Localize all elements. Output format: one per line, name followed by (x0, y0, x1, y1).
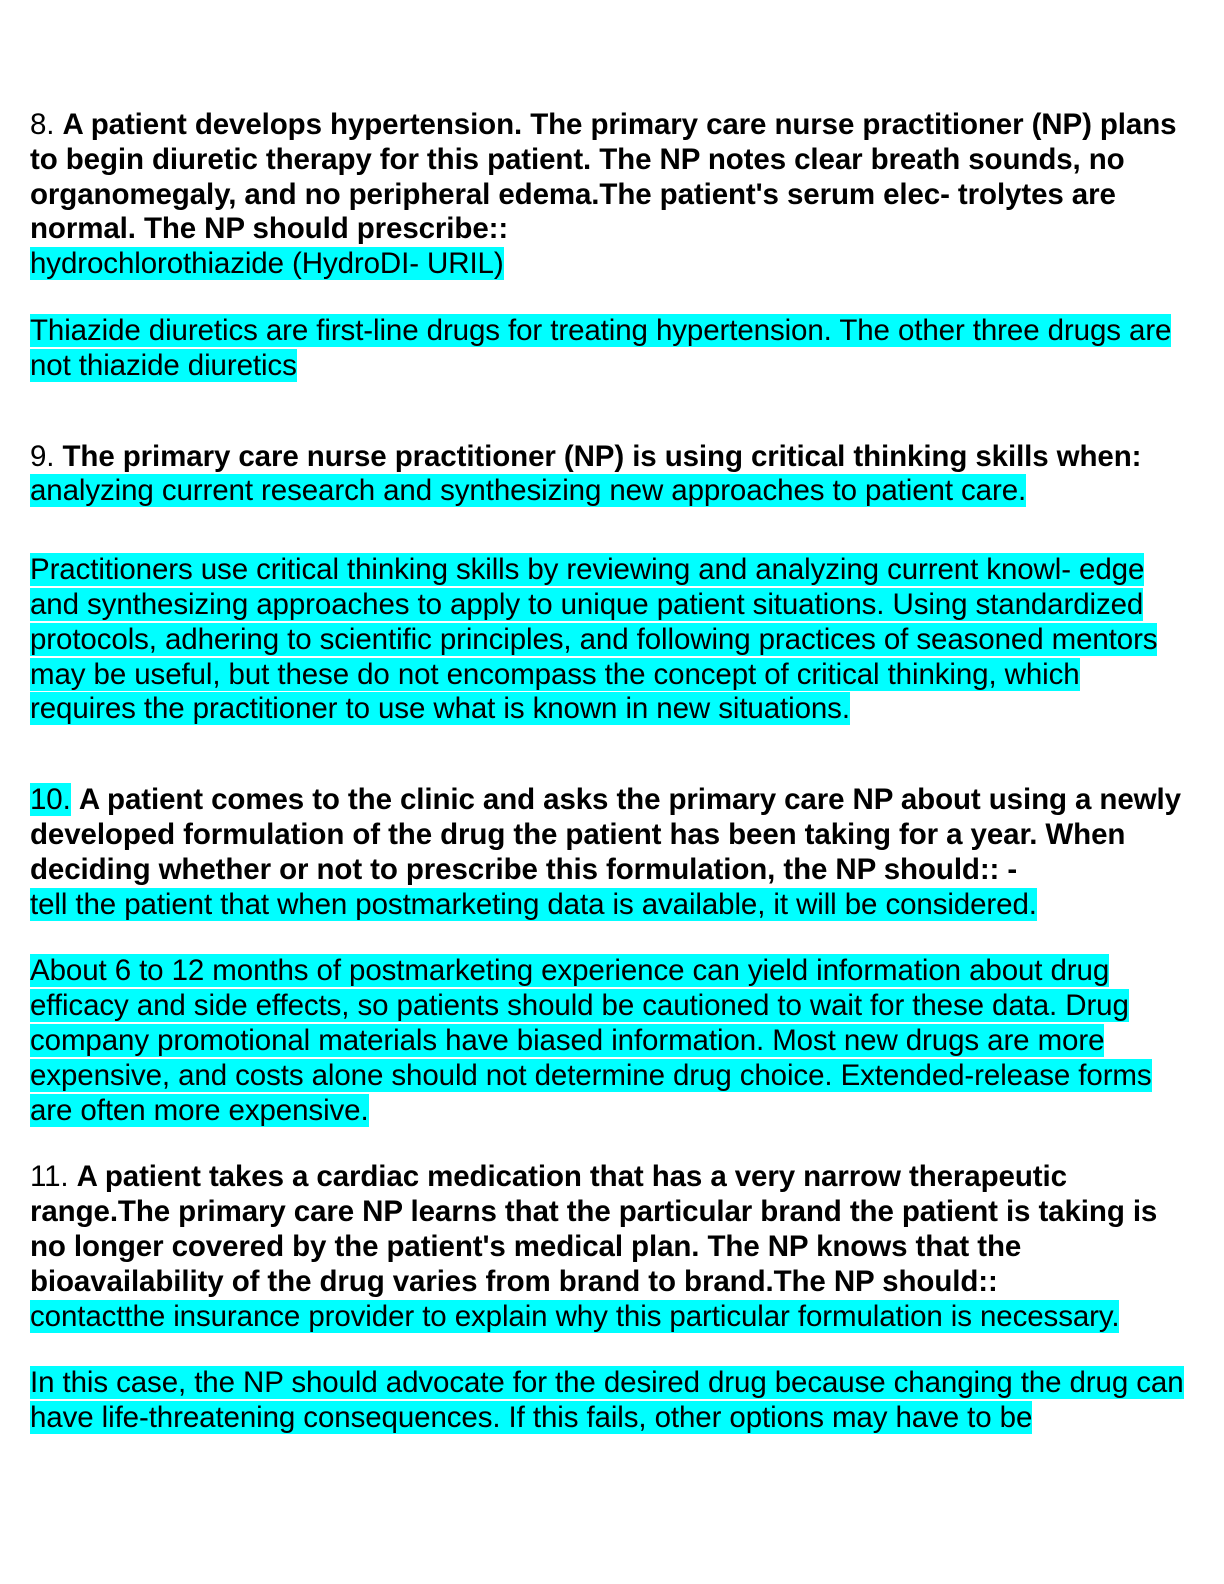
answer-10 (30, 888, 1192, 923)
question-block-10 (30, 783, 1192, 1128)
question-text: A patient develops hypertension. The primary care nurse practitioner (NP) plans to begin diuretic therapy for this patient. The NP notes clear breath sounds, no organomegaly, and no peripheral edema.The patient's serum elec- trolytes are normal. The NP should prescribe:: (30, 108, 1177, 246)
question-number: 8. (30, 108, 55, 141)
document-page (30, 108, 1192, 1436)
explanation-text: Thiazide diuretics are first-line drugs for treating hypertension. The other three drugs are not thiazide diuretics (30, 313, 1172, 382)
explanation-8 (30, 314, 1192, 384)
question-text: The primary care nurse practitioner (NP) is using critical thinking skills when: (62, 439, 1142, 473)
answer-text: analyzing current research and synthesizing new approaches to patient care. (30, 474, 1027, 508)
question-block-11 (30, 1160, 1192, 1436)
answer-text: contactthe insurance provider to explain why this particular formulation is necessary. (30, 1299, 1120, 1333)
explanation-text: Practitioners use critical thinking skills by reviewing and analyzing current knowl- edge and synthesizing approaches to apply to unique patient situations. Using standardized protocols, adhering to scientific principles, and following practices of seasoned mentors may be useful, but these do not encompass the concept of critical thinking, which requires the practitioner to use what is known in new situations. (30, 553, 1158, 726)
answer-11 (30, 1300, 1192, 1335)
answer-text: tell the patient that when postmarketing data is available, it will be considered. (30, 887, 1037, 921)
question-11 (30, 1160, 1192, 1299)
question-9 (30, 440, 1192, 475)
question-block-8 (30, 108, 1192, 384)
question-number: 9. (30, 439, 55, 473)
answer-8 (30, 247, 1192, 282)
answer-text: hydrochlorothiazide (HydroDI- URIL) (30, 247, 504, 281)
question-block-9 (30, 440, 1192, 728)
explanation-text: About 6 to 12 months of postmarketing experience can yield information about drug efficacy and side effects, so patients should be cautioned to wait for these data. Drug company promotional materials have biased information. Most new drugs are more expensive, and costs alone should not determine drug choice. Extended-release forms are often more expensive. (30, 954, 1152, 1127)
explanation-10 (30, 954, 1192, 1128)
explanation-9 (30, 553, 1192, 727)
question-text: A patient comes to the clinic and asks the primary care NP about using a newly developed formulation of the drug the patient has been taking for a year. When deciding whether or not to prescribe this formulation, the NP should:: - (30, 783, 1181, 886)
explanation-text: In this case, the NP should advocate for the desired drug because changing the drug can have life-threatening consequences. If this fails, other options may have to be (30, 1366, 1184, 1435)
question-8 (30, 108, 1192, 247)
question-text: A patient takes a cardiac medication that has a very narrow therapeutic range.The primary care NP learns that the particular brand the patient is taking is no longer covered by the patient's medical plan. The NP knows that the bioavailability of the drug varies from brand to brand.The NP should:: (30, 1160, 1158, 1298)
answer-9 (30, 474, 1192, 509)
question-number: 11. (30, 1160, 69, 1194)
question-10 (30, 783, 1192, 887)
question-number: 10. (30, 783, 71, 817)
explanation-11 (30, 1366, 1192, 1436)
